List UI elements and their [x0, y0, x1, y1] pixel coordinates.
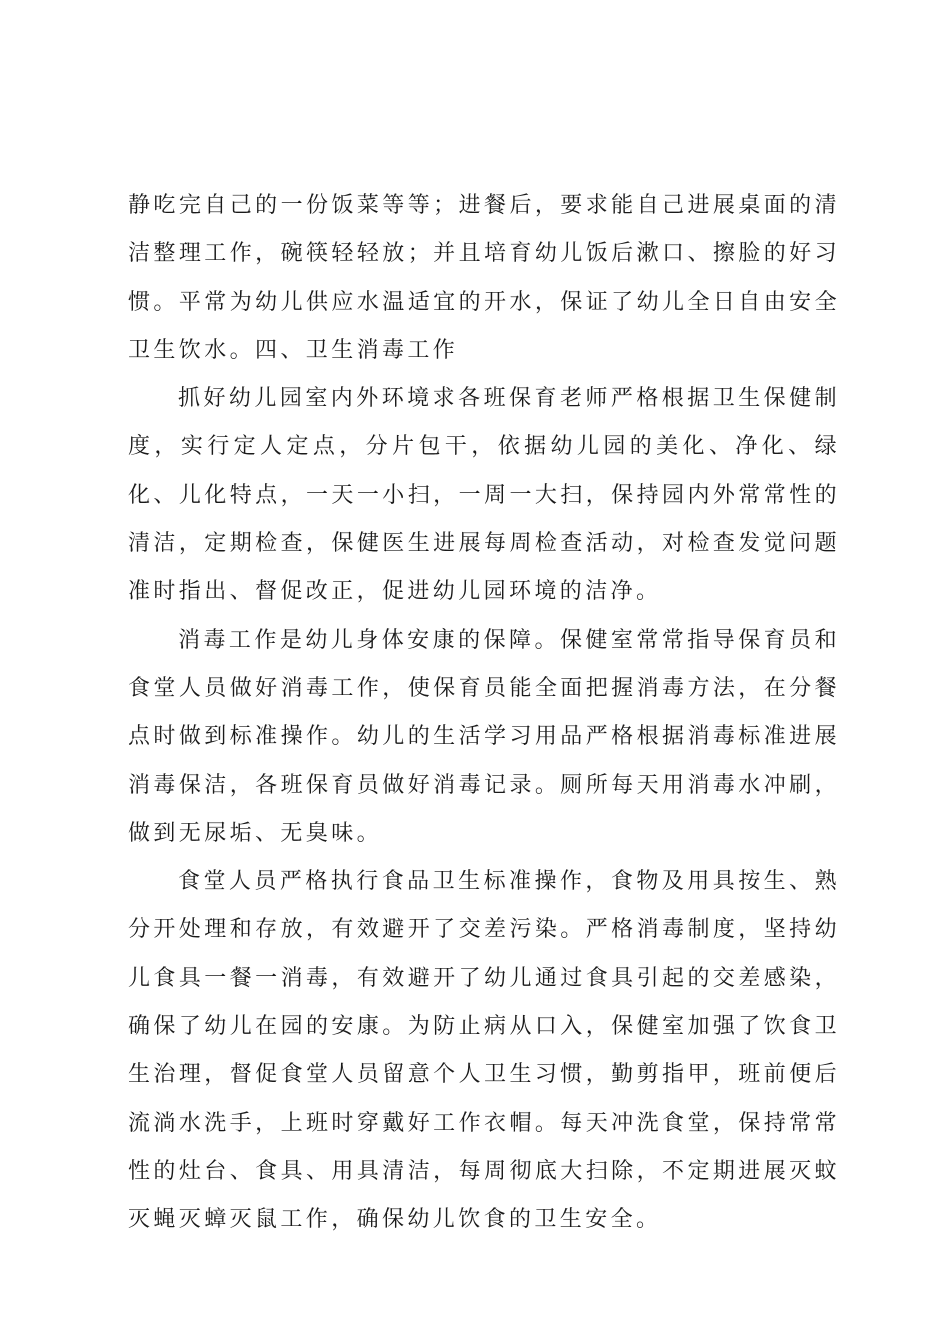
paragraph-2: 抓好幼儿园室内外环境求各班保育老师严格根据卫生保健制度，实行定人定点，分片包干，依据幼儿园的美化、净化、绿化、儿化特点，一天一小扫，一周一大扫，保持园内外常常性的清洁，定期检查，保健医生进展每周检查活动，对检查发觉问题准时指出、督促改正，促进幼儿园环境的洁净。	[128, 386, 840, 605]
paragraph-3: 消毒工作是幼儿身体安康的保障。保健室常常指导保育员和食堂人员做好消毒工作，使保育员能全面把握消毒方法，在分餐点时做到标准操作。幼儿的生活学习用品严格根据消毒标准进展消毒保洁，各班保育员做好消毒记录。厕所每天用消毒水冲刷，做到无尿垢、无臭味。	[128, 627, 840, 846]
paragraph-1: 静吃完自己的一份饭菜等等；进餐后，要求能自己进展桌面的清洁整理工作，碗筷轻轻放；并且培育幼儿饭后漱口、擦脸的好习惯。平常为幼儿供应水温适宜的开水，保证了幼儿全日自由安全卫生饮水。四、卫生消毒工作	[128, 193, 840, 363]
paragraph-4: 食堂人员严格执行食品卫生标准操作，食物及用具按生、熟分开处理和存放，有效避开了交差污染。严格消毒制度，坚持幼儿食具一餐一消毒，有效避开了幼儿通过食具引起的交差感染，确保了幼儿在园的安康。为防止病从口入，保健室加强了饮食卫生治理，督促食堂人员留意个人卫生习惯，勤剪指甲，班前便后流淌水洗手，上班时穿戴好工作衣帽。每天冲洗食堂，保持常常性的灶台、食具、用具清洁，每周彻底大扫除，不定期进展灭蚊灭蝇灭蟑灭鼠工作，确保幼儿饮食的卫生安全。	[128, 869, 840, 1233]
body-text	[128, 182, 840, 1245]
